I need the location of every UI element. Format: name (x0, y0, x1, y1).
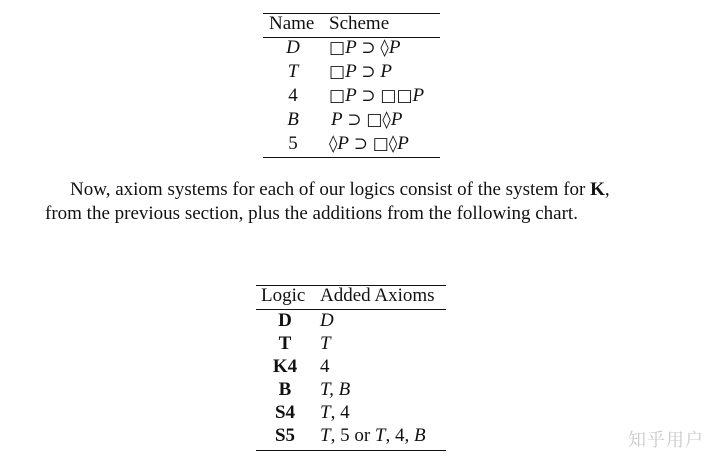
scheme-name-5: 5 (288, 133, 298, 154)
scheme-name-d: D (286, 37, 300, 58)
logic-axioms-t: T (320, 333, 331, 354)
paragraph-text-1: Now, axiom systems for each of our logics consist of the system for (70, 179, 591, 200)
logics-header-logic: Logic (261, 285, 306, 306)
logic-axioms-d: D (320, 310, 334, 331)
logic-name-t: T (278, 333, 292, 354)
logics-header-axioms: Added Axioms (320, 285, 435, 306)
logic-name-d: D (278, 310, 292, 331)
logic-axioms-k4: 4 (320, 356, 330, 377)
schemes-header-name: Name (269, 13, 315, 34)
body-paragraph-line-2 (45, 202, 578, 226)
logics-bottom-rule (256, 450, 446, 451)
body-paragraph-line-1 (70, 178, 610, 202)
scheme-formula-5: ◊P ⊃ □◊P (329, 133, 409, 154)
logic-axioms-b: T, B (320, 379, 351, 400)
scheme-name-b: B (287, 109, 299, 130)
scheme-formula-d: □P ⊃ ◊P (329, 37, 401, 58)
paragraph-bold-k: K (590, 179, 605, 200)
logic-name-s5: S5 (274, 425, 296, 446)
watermark-text: 知乎用户 (628, 430, 704, 451)
paragraph-text-2: from the previous section, plus the additions from the following chart. (45, 203, 578, 224)
paragraph-text-1-suffix: , (604, 179, 610, 200)
logic-name-b: B (278, 379, 292, 400)
schemes-header-scheme: Scheme (329, 13, 390, 34)
scheme-formula-4: □P ⊃ □□P (329, 85, 425, 106)
scheme-name-4: 4 (288, 85, 298, 106)
logic-name-k4: K4 (272, 356, 298, 377)
schemes-bottom-rule (263, 157, 440, 158)
logic-axioms-s4: T, 4 (320, 402, 350, 423)
scheme-formula-t: □P ⊃ P (329, 61, 393, 82)
logic-axioms-s5: T, 5 or T, 4, B (320, 425, 426, 446)
scheme-formula-b: P ⊃ □◊P (331, 109, 403, 130)
logic-name-s4: S4 (274, 402, 296, 423)
scheme-name-t: T (287, 61, 299, 82)
